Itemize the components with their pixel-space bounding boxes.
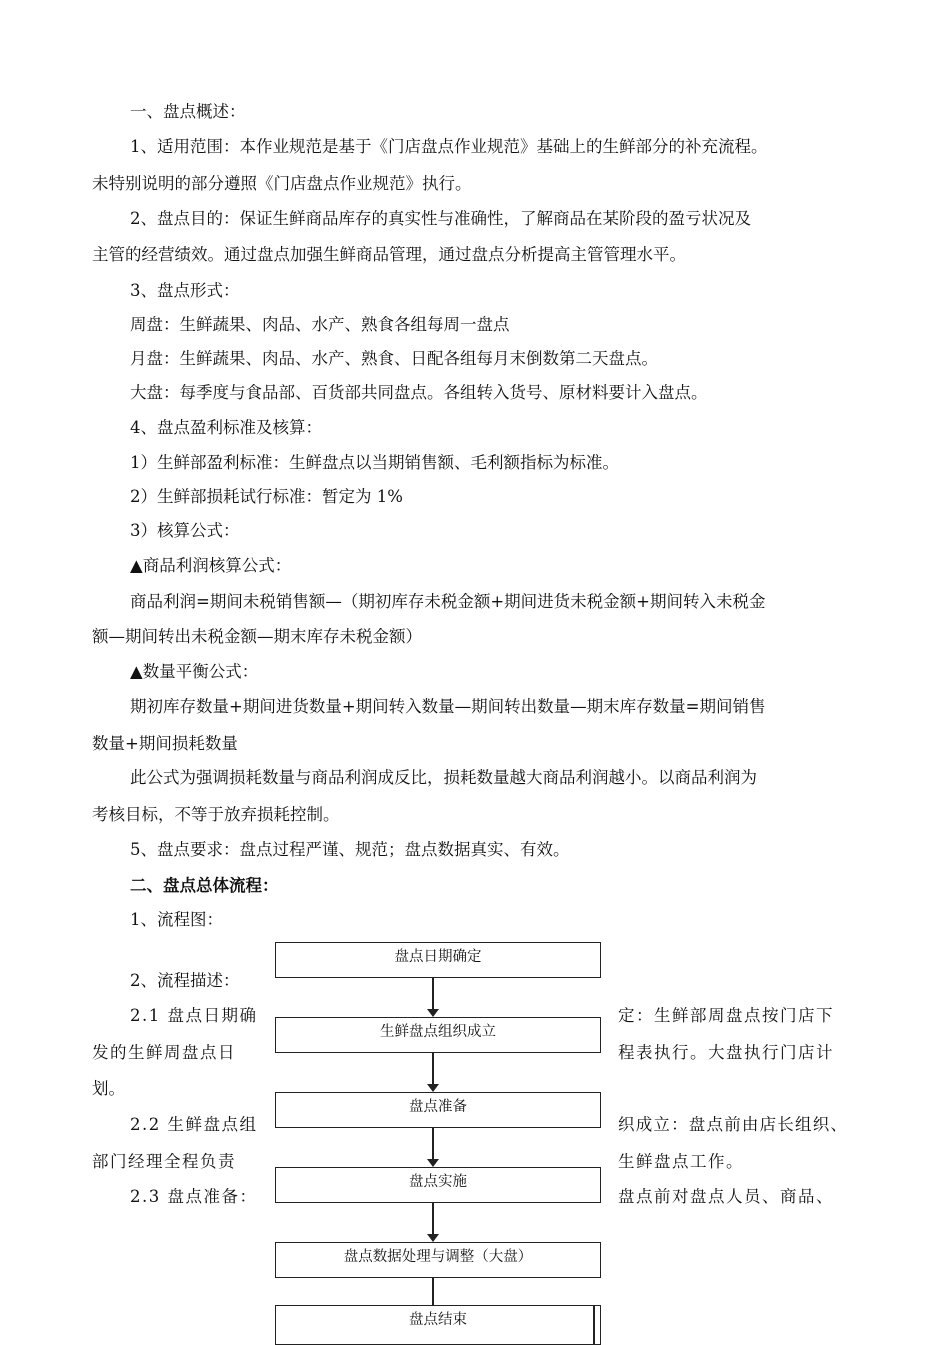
arrow-down-icon [427,1009,439,1017]
paragraph-requirements: 5、盘点要求：盘点过程严谨、规范；盘点数据真实、有效。 [130,840,570,859]
paragraph-2-1-left-cont: 发的生鲜周盘点日 [92,1043,236,1062]
paragraph-formula-note-cont: 考核目标，不等于放弃损耗控制。 [92,805,340,824]
flow-connector [432,1053,434,1085]
paragraph-quantity-formula-cont: 数量+期间损耗数量 [92,734,238,753]
paragraph-2-1-right-cont: 程表执行。大盘执行门店计 [618,1043,834,1062]
paragraph-purpose-cont: 主管的经营绩效。通过盘点加强生鲜商品管理，通过盘点分析提高主管管理水平。 [92,245,686,264]
paragraph-scope-cont: 未特别说明的部分遵照《门店盘点作业规范》执行。 [92,174,472,193]
flow-step-organize: 生鲜盘点组织成立 [275,1017,601,1053]
paragraph-description-label: 2、流程描述： [130,971,240,990]
flow-step-date: 盘点日期确定 [275,942,601,978]
paragraph-profit-formula-title: ▲商品利润核算公式： [130,556,292,575]
paragraph-2-2-left-cont: 部门经理全程负责 [92,1152,236,1171]
section-heading-process: 二、盘点总体流程： [130,876,279,895]
paragraph-2-1-left: 2.1 盘点日期确 [130,1006,258,1025]
section-heading-overview: 一、盘点概述： [130,102,246,121]
paragraph-2-1-end: 划。 [92,1079,125,1098]
arrow-down-icon [427,1084,439,1092]
paragraph-flowchart-label: 1、流程图： [130,910,223,929]
paragraph-profit-standard: 1）生鲜部盈利标准：生鲜盘点以当期销售额、毛利额指标为标准。 [130,453,619,472]
flow-step-prepare: 盘点准备 [275,1092,601,1128]
paragraph-quantity-formula: 期初库存数量+期间进货数量+期间转入数量—期间转出数量—期末库存数量=期间销售 [130,697,766,716]
flow-connector [432,978,434,1010]
flow-step-execute: 盘点实施 [275,1167,601,1203]
paragraph-2-2-right-cont: 生鲜盘点工作。 [618,1152,744,1171]
paragraph-weekly: 周盘：生鲜蔬果、肉品、水产、熟食各组每周一盘点 [130,315,510,334]
paragraph-monthly: 月盘：生鲜蔬果、肉品、水产、熟食、日配各组每月末倒数第二天盘点。 [130,349,658,368]
paragraph-form: 3、盘点形式： [130,281,240,300]
flow-step-data-processing: 盘点数据处理与调整（大盘） [275,1242,601,1278]
flow-connector [432,1128,434,1160]
arrow-down-icon [427,1159,439,1167]
paragraph-profit-formula: 商品利润=期间未税销售额—（期初库存未税金额+期间进货未税金额+期间转入未税金 [130,592,766,611]
paragraph-standard: 4、盘点盈利标准及核算： [130,418,322,437]
paragraph-2-1-right: 定：生鲜部周盘点按门店下 [618,1006,834,1025]
flow-connector [432,1203,434,1235]
arrow-down-icon [427,1234,439,1242]
paragraph-2-3-right: 盘点前对盘点人员、商品、 [618,1187,834,1206]
paragraph-2-2-left: 2.2 生鲜盘点组 [130,1115,258,1134]
paragraph-scope: 1、适用范围：本作业规范是基于《门店盘点作业规范》基础上的生鲜部分的补充流程。 [130,137,768,156]
flow-box-double-border [593,1305,595,1344]
paragraph-purpose: 2、盘点目的：保证生鲜商品库存的真实性与准确性，了解商品在某阶段的盈亏状况及 [130,209,751,228]
paragraph-quantity-formula-title: ▲数量平衡公式： [130,662,259,681]
paragraph-2-2-right: 织成立：盘点前由店长组织、 [618,1115,849,1134]
paragraph-2-3-left: 2.3 盘点准备： [130,1187,258,1206]
paragraph-formula-note: 此公式为强调损耗数量与商品利润成反比，损耗数量越大商品利润越小。以商品利润为 [130,768,757,787]
paragraph-profit-formula-cont: 额—期间转出未税金额—期末库存未税金额） [92,627,422,646]
paragraph-formula: 3）核算公式： [130,521,240,540]
flow-step-end: 盘点结束 [275,1305,601,1345]
paragraph-big: 大盘：每季度与食品部、百货部共同盘点。各组转入货号、原材料要计入盘点。 [130,383,708,402]
paragraph-loss-standard: 2）生鲜部损耗试行标准：暂定为 1% [130,487,403,506]
